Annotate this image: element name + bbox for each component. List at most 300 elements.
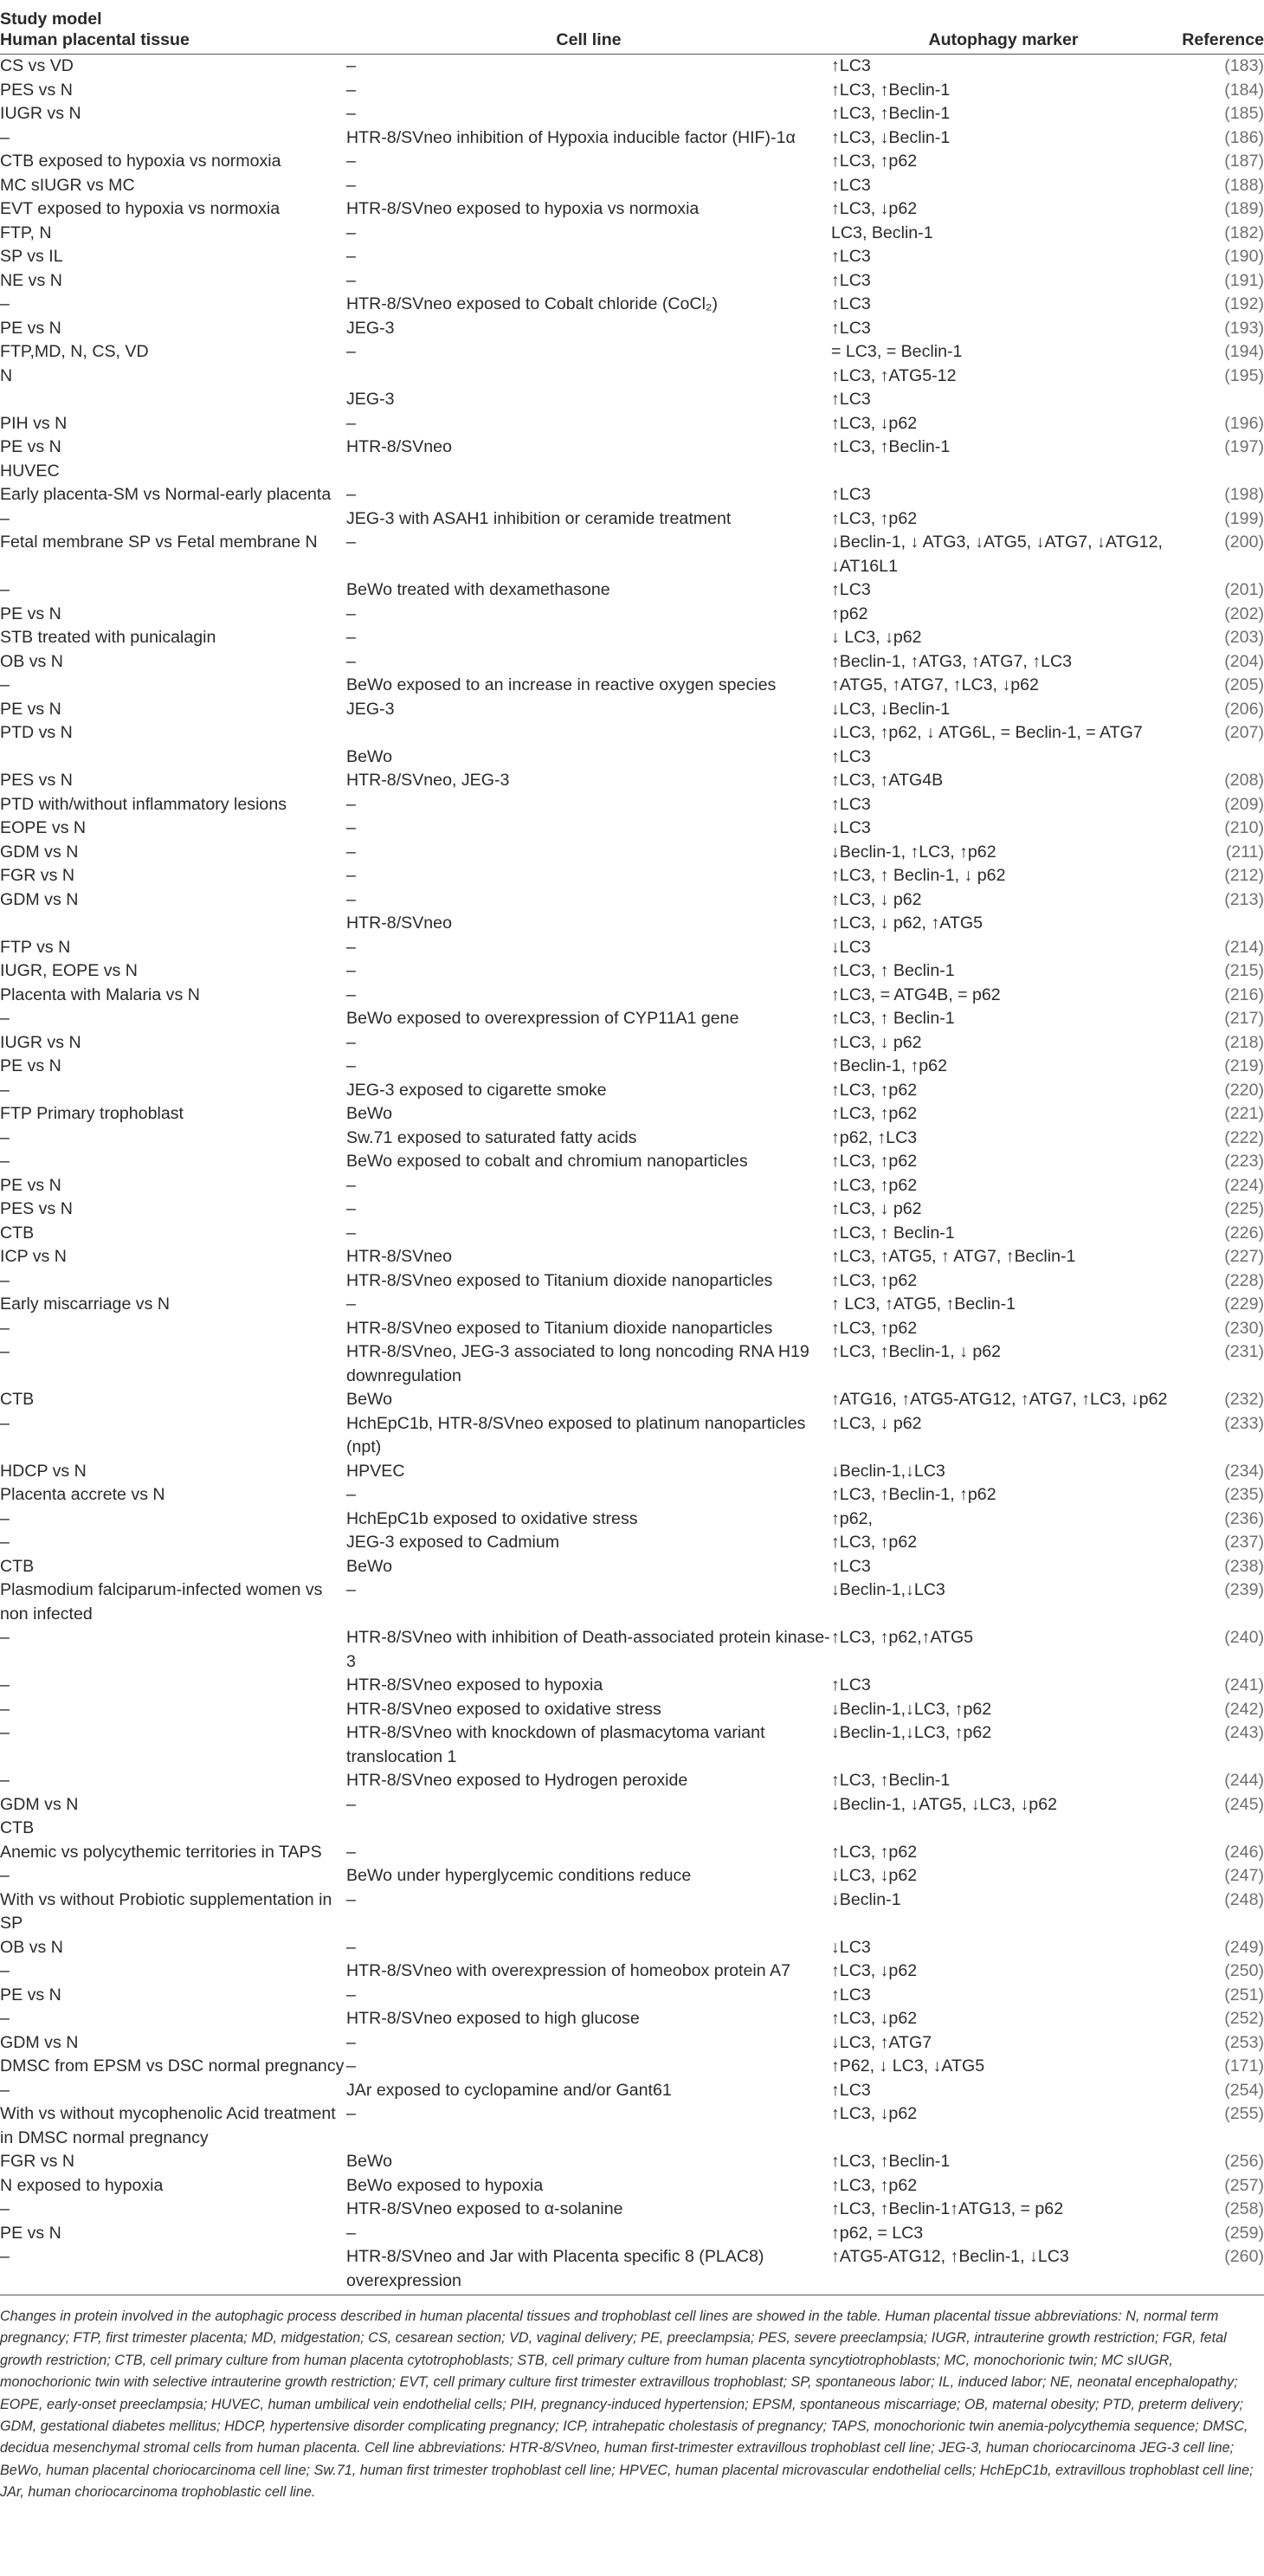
table-row bbox=[0, 1269, 1264, 1294]
table-row bbox=[0, 1007, 1264, 1031]
cell-line: – bbox=[346, 223, 356, 242]
cell-reference: (206) bbox=[1224, 699, 1264, 719]
table-row bbox=[0, 1079, 1264, 1103]
cell-tissue: PE vs N bbox=[0, 699, 61, 719]
cell-tissue: – bbox=[0, 1508, 10, 1528]
cell-reference: (196) bbox=[1224, 413, 1264, 433]
cell-reference: (216) bbox=[1224, 985, 1264, 1004]
cell-line bbox=[346, 1817, 831, 1841]
table-row bbox=[0, 936, 1264, 960]
cell-tissue: Early placenta-SM vs Normal-early placenta bbox=[0, 485, 332, 504]
table-row bbox=[0, 1817, 1264, 1841]
cell-tissue: With vs without Probiotic supplementation in SP bbox=[0, 1889, 332, 1933]
cell-reference: (256) bbox=[1224, 2152, 1264, 2171]
header-reference: Reference bbox=[1176, 0, 1264, 55]
table-row bbox=[0, 2198, 1264, 2222]
table-row bbox=[0, 2007, 1264, 2031]
cell-line: HTR-8/SVneo bbox=[346, 914, 452, 933]
table-row bbox=[0, 1055, 1264, 1079]
cell-marker: ↑LC3 bbox=[831, 318, 871, 338]
cell-marker: ↓ LC3, ↓p62 bbox=[831, 628, 922, 647]
cell-tissue: IUGR vs N bbox=[0, 104, 81, 123]
cell-reference: (192) bbox=[1224, 294, 1264, 313]
cell-line: BeWo exposed to overexpression of CYP11A1 gene bbox=[346, 1009, 739, 1028]
cell-tissue: Fetal membrane SP vs Fetal membrane N bbox=[0, 533, 318, 552]
cell-reference: (233) bbox=[1224, 1413, 1264, 1433]
cell-tissue: – bbox=[0, 1152, 10, 1171]
cell-line: HTR-8/SVneo with overexpression of homeobox protein A7 bbox=[346, 1961, 790, 1980]
cell-reference: (188) bbox=[1224, 175, 1264, 195]
cell-line: – bbox=[346, 866, 356, 885]
cell-reference: (212) bbox=[1224, 866, 1264, 885]
cell-tissue: FGR vs N bbox=[0, 866, 74, 885]
cell-marker: ↓Beclin-1,↓LC3, ↑p62 bbox=[831, 1723, 992, 1742]
cell-marker bbox=[831, 460, 1176, 484]
cell-line: HTR-8/SVneo exposed to hypoxia bbox=[346, 1675, 603, 1695]
cell-marker: ↑LC3, ↑ Beclin-1, ↓ p62 bbox=[831, 866, 1006, 885]
table-footnote: Changes in protein involved in the autophagic process described in human placental tissues and trophoblast cell lines are showed in the table. Human placental tissue abbreviations: N, normal term pregnancy; FTP, first trimester placenta; MD, midgestation; CS, cesarean section; VD, vaginal delivery; PE, preeclampsia; PES, severe preeclampsia; IUGR, intrauterine growth restriction; FGR, fetal growth restriction; CTB, cell primary culture from human placenta cytotrophoblasts; STB, cell primary culture from human placenta syncytiotrophoblasts; MC, monochorionic twin; MC sIUGR, monochorionic twin with selective intrauterine growth restriction; EVT, cell primary culture first trimester extravillous trophoblast; SP, spontaneous labor; IL, induced labor; NE, neonatal encephalopathy; EOPE, early-onset preeclampsia; HUVEC, human umbilical vein endothelial cells; PIH, pregnancy-induced hypertension; EPSM, spontaneous miscarriage; OB, maternal obesity; PTD, preterm delivery; GDM, gestational diabetes mellitus; HDCP, hypertensive disorder complicating pregnancy; ICP, intrahepatic cholestasis of pregnancy; TAPS, monochorionic twin anemia-polycythemia sequence; DMSC, decidua mesenchymal stromal cells from human placenta. Cell line abbreviations: HTR-8/SVneo, human first-trimester extravillous trophoblast cell line; JEG-3, human choriocarcinoma JEG-3 cell line; BeWo, human placental choriocarcinoma cell line; Sw.71, human first trimester trophoblast cell line; HPVEC, human placental microvascular endothelial cells; HchEpC1b, extravillous trophoblast cell line; JAr, human choriocarcinoma trophoblastic cell line. bbox=[0, 2308, 1254, 2501]
cell-line: HTR-8/SVneo exposed to hypoxia vs normoxia bbox=[346, 199, 700, 218]
cell-reference: (193) bbox=[1224, 318, 1264, 338]
table-row bbox=[0, 293, 1264, 317]
cell-tissue: Plasmodium falciparum-infected women vs non infected bbox=[0, 1580, 323, 1624]
cell-reference bbox=[1176, 1817, 1264, 1841]
cell-reference: (236) bbox=[1224, 1508, 1264, 1528]
cell-marker: ↑LC3, ↑Beclin-1 bbox=[831, 437, 951, 456]
cell-marker: ↑p62, bbox=[831, 1508, 873, 1528]
cell-reference: (232) bbox=[1224, 1390, 1264, 1409]
cell-marker: ↑LC3, ↑Beclin-1, ↑p62 bbox=[831, 1485, 996, 1504]
cell-line: – bbox=[346, 270, 356, 290]
cell-tissue: N exposed to hypoxia bbox=[0, 2175, 164, 2195]
cell-line: – bbox=[346, 1032, 356, 1052]
cell-tissue: FTP, N bbox=[0, 223, 52, 242]
cell-reference: (244) bbox=[1224, 1771, 1264, 1790]
cell-marker: ↑LC3, ↓ p62 bbox=[831, 889, 922, 909]
cell-line: BeWo exposed to an increase in reactive oxygen species bbox=[346, 675, 777, 694]
cell-line: – bbox=[346, 961, 356, 980]
cell-line: HchEpC1b, HTR-8/SVneo exposed to platinum nanoparticles (npt) bbox=[346, 1413, 806, 1456]
cell-line: HTR-8/SVneo exposed to Titanium dioxide nanoparticles bbox=[346, 1270, 773, 1290]
table-row bbox=[0, 746, 1264, 770]
cell-reference: (211) bbox=[1225, 842, 1264, 862]
table-row bbox=[0, 507, 1264, 532]
cell-marker: ↓LC3, ↑p62, ↓ ATG6L, = Beclin-1, = ATG7 bbox=[831, 723, 1143, 742]
cell-tissue: DMSC from EPSM vs DSC normal pregnancy bbox=[0, 2056, 345, 2076]
cell-marker: ↑LC3 bbox=[831, 294, 871, 313]
table-row bbox=[0, 864, 1264, 888]
table-row bbox=[0, 888, 1264, 913]
cell-marker: ↑LC3, ↑p62,↑ATG5 bbox=[831, 1628, 974, 1647]
cell-tissue: HUVEC bbox=[0, 461, 60, 481]
cell-reference: (242) bbox=[1224, 1699, 1264, 1719]
cell-line: – bbox=[346, 56, 356, 75]
cell-marker: ↑LC3 bbox=[831, 56, 871, 75]
cell-line: – bbox=[346, 889, 356, 909]
cell-marker: ↑LC3 bbox=[831, 1556, 871, 1576]
cell-tissue: CS vs VD bbox=[0, 56, 74, 75]
cell-line: – bbox=[346, 2104, 356, 2123]
cell-line: – bbox=[346, 2223, 356, 2243]
cell-line: – bbox=[346, 1937, 356, 1957]
cell-tissue: – bbox=[0, 1628, 10, 1647]
cell-reference: (199) bbox=[1224, 508, 1264, 528]
table-row bbox=[0, 1293, 1264, 1317]
table-row bbox=[0, 388, 1264, 412]
cell-reference: (225) bbox=[1224, 1199, 1264, 1218]
cell-tissue: OB vs N bbox=[0, 1937, 63, 1957]
table-row bbox=[0, 1102, 1264, 1127]
cell-marker: ↑LC3, ↑Beclin-1 bbox=[831, 1771, 951, 1790]
table-row bbox=[0, 2055, 1264, 2079]
cell-line: – bbox=[346, 628, 356, 647]
cell-reference: (223) bbox=[1224, 1152, 1264, 1171]
cell-marker: ↓Beclin-1,↓LC3 bbox=[831, 1580, 945, 1599]
table-row bbox=[0, 1150, 1264, 1174]
cell-marker: ↑LC3, ↓Beclin-1 bbox=[831, 127, 951, 147]
cell-line: HTR-8/SVneo exposed to Hydrogen peroxide bbox=[346, 1771, 688, 1790]
cell-reference: (217) bbox=[1224, 1009, 1264, 1028]
cell-reference: (220) bbox=[1224, 1080, 1264, 1100]
cell-marker: ↑LC3 bbox=[831, 390, 871, 409]
header-group-label: Study model bbox=[0, 10, 102, 29]
cell-marker: ↓LC3 bbox=[831, 818, 871, 837]
table-row bbox=[0, 769, 1264, 793]
cell-reference: (219) bbox=[1224, 1056, 1264, 1075]
cell-marker: ↑LC3, ↓p62 bbox=[831, 2009, 918, 2028]
cell-tissue: PE vs N bbox=[0, 1985, 61, 2005]
cell-line: – bbox=[346, 1294, 356, 1314]
cell-marker: ↓LC3 bbox=[831, 937, 871, 957]
cell-marker: ↑ATG16, ↑ATG5-ATG12, ↑ATG7, ↑LC3, ↓p62 bbox=[831, 1390, 1168, 1409]
table-row bbox=[0, 1388, 1264, 1412]
cell-tissue: – bbox=[0, 2009, 10, 2028]
table-row bbox=[0, 841, 1264, 865]
cell-line: – bbox=[346, 80, 356, 100]
cell-line: – bbox=[346, 2032, 356, 2052]
cell-tissue: – bbox=[0, 1318, 10, 1338]
table-row bbox=[0, 1483, 1264, 1508]
cell-line: BeWo under hyperglycemic conditions reduce bbox=[346, 1866, 692, 1885]
cell-tissue: – bbox=[0, 1342, 10, 1361]
cell-line: JAr exposed to cyclopamine and/or Gant61 bbox=[346, 2080, 672, 2100]
cell-line: HTR-8/SVneo exposed to high glucose bbox=[346, 2009, 640, 2028]
cell-reference: (195) bbox=[1224, 365, 1264, 385]
cell-reference: (250) bbox=[1224, 1961, 1264, 1980]
cell-reference: (241) bbox=[1224, 1675, 1264, 1695]
cell-marker: ↑LC3, ↓p62 bbox=[831, 2104, 918, 2123]
cell-marker: ↑LC3, ↑ATG5-12 bbox=[831, 365, 957, 385]
cell-reference: (205) bbox=[1224, 675, 1264, 694]
table-row bbox=[0, 626, 1264, 650]
cell-line: HTR-8/SVneo, JEG-3 bbox=[346, 771, 510, 790]
cell-line: BeWo bbox=[346, 2152, 393, 2171]
cell-marker: ↑ATG5-ATG12, ↑Beclin-1, ↓LC3 bbox=[831, 2247, 1069, 2266]
cell-tissue: PIH vs N bbox=[0, 413, 68, 433]
cell-marker: ↑LC3, ↑Beclin-1 bbox=[831, 80, 951, 100]
cell-line: JEG-3 bbox=[346, 699, 395, 719]
cell-tissue: PES vs N bbox=[0, 1199, 73, 1218]
cell-tissue: NE vs N bbox=[0, 270, 62, 290]
table-row bbox=[0, 2031, 1264, 2056]
cell-line: JEG-3 with ASAH1 inhibition or ceramide treatment bbox=[346, 508, 732, 528]
cell-tissue: – bbox=[0, 1699, 10, 1719]
cell-line: – bbox=[346, 342, 356, 361]
cell-reference: (218) bbox=[1224, 1032, 1264, 1052]
cell-tissue: PE vs N bbox=[0, 318, 61, 338]
cell-marker: ↑LC3, ↑p62 bbox=[831, 508, 918, 528]
cell-line: – bbox=[346, 413, 356, 433]
cell-tissue: FGR vs N bbox=[0, 2152, 74, 2171]
cell-marker: ↑LC3, ↑p62 bbox=[831, 152, 918, 171]
cell-line: – bbox=[346, 1985, 356, 2005]
cell-line: BeWo exposed to hypoxia bbox=[346, 2175, 544, 2195]
cell-marker: = LC3, = Beclin-1 bbox=[831, 342, 963, 361]
cell-line: JEG-3 bbox=[346, 390, 395, 409]
cell-tissue: – bbox=[0, 1127, 10, 1147]
table-row bbox=[0, 1531, 1264, 1555]
cell-line bbox=[346, 721, 831, 746]
cell-reference: (254) bbox=[1224, 2080, 1264, 2100]
cell-reference bbox=[1176, 746, 1264, 770]
table-row bbox=[0, 578, 1264, 603]
cell-marker: ↑LC3, ↓ p62 bbox=[831, 1032, 922, 1052]
cell-reference bbox=[1176, 388, 1264, 412]
cell-tissue: IUGR, EOPE vs N bbox=[0, 961, 138, 980]
cell-reference: (183) bbox=[1224, 56, 1264, 75]
cell-tissue: GDM vs N bbox=[0, 889, 79, 909]
cell-reference: (221) bbox=[1224, 1104, 1264, 1123]
cell-marker: ↑LC3 bbox=[831, 1675, 871, 1695]
cell-marker: ↑LC3, ↑p62 bbox=[831, 1175, 918, 1195]
cell-marker: ↓LC3, ↓p62 bbox=[831, 1866, 918, 1885]
cell-line: HTR-8/SVneo bbox=[346, 1247, 452, 1266]
cell-reference: (182) bbox=[1224, 223, 1264, 242]
cell-marker: ↑LC3, ↑ Beclin-1 bbox=[831, 1009, 955, 1028]
cell-tissue: CTB bbox=[0, 1223, 35, 1243]
table-row bbox=[0, 1460, 1264, 1484]
cell-tissue: – bbox=[0, 1961, 10, 1980]
cell-marker: ↑LC3, ↑p62 bbox=[831, 1152, 918, 1171]
table-row bbox=[0, 1841, 1264, 1865]
cell-line: – bbox=[346, 1842, 356, 1862]
table-row bbox=[0, 1674, 1264, 1698]
table-row bbox=[0, 1864, 1264, 1888]
cell-marker: ↑LC3, ↑p62 bbox=[831, 1533, 918, 1552]
cell-line: HTR-8/SVneo inhibition of Hypoxia inducible factor (HIF)-1α bbox=[346, 127, 796, 147]
header-autophagy-marker: Autophagy marker bbox=[831, 0, 1176, 55]
table-row bbox=[0, 126, 1264, 151]
cell-tissue: MC sIUGR vs MC bbox=[0, 175, 135, 195]
cell-line: – bbox=[346, 1223, 356, 1243]
table-row bbox=[0, 483, 1264, 507]
cell-line: BeWo bbox=[346, 1390, 393, 1409]
cell-marker: ↑LC3 bbox=[831, 580, 871, 599]
cell-tissue: PTD vs N bbox=[0, 723, 73, 742]
cell-reference: (257) bbox=[1224, 2175, 1264, 2195]
cell-reference: (245) bbox=[1224, 1794, 1264, 1814]
header-cell-line: Cell line bbox=[346, 0, 831, 55]
cell-line: HTR-8/SVneo exposed to oxidative stress bbox=[346, 1699, 661, 1719]
table-row bbox=[0, 1555, 1264, 1579]
cell-reference: (258) bbox=[1224, 2199, 1264, 2218]
cell-reference: (253) bbox=[1224, 2032, 1264, 2052]
table-row bbox=[0, 2222, 1264, 2246]
cell-reference: (171) bbox=[1224, 2056, 1264, 2076]
cell-marker: ↑LC3, ↑Beclin-1↑ATG13, = p62 bbox=[831, 2199, 1064, 2218]
cell-marker: ↓Beclin-1,↓LC3 bbox=[831, 1461, 945, 1481]
cell-line: HTR-8/SVneo exposed to Cobalt chloride (CoCl₂) bbox=[346, 294, 719, 313]
cell-marker: ↑p62, = LC3 bbox=[831, 2223, 924, 2243]
cell-reference: (202) bbox=[1224, 604, 1264, 623]
cell-tissue: – bbox=[0, 2080, 10, 2100]
table-row bbox=[0, 102, 1264, 126]
cell-line: – bbox=[346, 818, 356, 837]
cell-marker bbox=[831, 1817, 1176, 1841]
cell-reference: (214) bbox=[1224, 937, 1264, 957]
table-row bbox=[0, 197, 1264, 222]
cell-marker: ↑LC3, ↑p62 bbox=[831, 1270, 918, 1290]
table-row bbox=[0, 436, 1264, 460]
cell-tissue: IUGR vs N bbox=[0, 1032, 81, 1052]
cell-line: – bbox=[346, 533, 356, 552]
cell-reference: (238) bbox=[1224, 1556, 1264, 1576]
cell-reference: (194) bbox=[1224, 342, 1264, 361]
cell-tissue: – bbox=[0, 2247, 10, 2266]
cell-reference: (184) bbox=[1224, 80, 1264, 100]
cell-tissue: N bbox=[0, 365, 13, 385]
cell-line: HPVEC bbox=[346, 1461, 405, 1481]
cell-tissue: – bbox=[0, 1723, 10, 1742]
cell-tissue: – bbox=[0, 1866, 10, 1885]
cell-marker: ↑LC3, ↑Beclin-1, ↓ p62 bbox=[831, 1342, 1002, 1361]
cell-line: HTR-8/SVneo bbox=[346, 437, 452, 456]
cell-marker: ↑LC3, ↑p62 bbox=[831, 1104, 918, 1123]
table-row bbox=[0, 721, 1264, 746]
table-row bbox=[0, 55, 1264, 79]
table-row bbox=[0, 1174, 1264, 1198]
cell-marker: ↓Beclin-1 bbox=[831, 1889, 901, 1909]
table-row bbox=[0, 460, 1264, 484]
cell-tissue: Anemic vs polycythemic territories in TAPS bbox=[0, 1842, 322, 1862]
table-row bbox=[0, 412, 1264, 436]
cell-reference: (248) bbox=[1224, 1889, 1264, 1909]
cell-marker: ↑p62, ↑LC3 bbox=[831, 1127, 918, 1147]
cell-marker: ↑LC3, ↓p62 bbox=[831, 199, 918, 218]
cell-line: JEG-3 exposed to Cadmium bbox=[346, 1533, 560, 1552]
cell-marker: ↑LC3, ↑ATG4B bbox=[831, 771, 944, 790]
cell-tissue: – bbox=[0, 1675, 10, 1695]
cell-reference: (198) bbox=[1224, 485, 1264, 504]
cell-line: – bbox=[346, 104, 356, 123]
cell-reference: (227) bbox=[1224, 1247, 1264, 1266]
table-row bbox=[0, 2150, 1264, 2174]
cell-tissue: – bbox=[0, 1413, 10, 1433]
cell-tissue: PE vs N bbox=[0, 1175, 61, 1195]
table-row bbox=[0, 1698, 1264, 1722]
cell-reference: (209) bbox=[1224, 794, 1264, 814]
cell-line: – bbox=[346, 1889, 356, 1909]
cell-reference: (235) bbox=[1224, 1485, 1264, 1504]
table-header-row bbox=[0, 0, 1264, 55]
cell-tissue: CTB bbox=[0, 1390, 35, 1409]
cell-tissue: HDCP vs N bbox=[0, 1461, 87, 1481]
cell-reference: (234) bbox=[1224, 1461, 1264, 1481]
table-row bbox=[0, 1340, 1264, 1388]
cell-tissue: Placenta with Malaria vs N bbox=[0, 985, 200, 1004]
cell-marker: ↑LC3, ↑ Beclin-1 bbox=[831, 1223, 955, 1243]
cell-reference: (240) bbox=[1224, 1628, 1264, 1647]
cell-tissue: SP vs IL bbox=[0, 247, 63, 266]
table-row bbox=[0, 1626, 1264, 1674]
cell-reference: (201) bbox=[1224, 580, 1264, 599]
table-row bbox=[0, 2079, 1264, 2103]
cell-tissue: EOPE vs N bbox=[0, 818, 87, 837]
table-row bbox=[0, 245, 1264, 269]
cell-marker: ↑LC3 bbox=[831, 485, 871, 504]
cell-reference: (252) bbox=[1224, 2009, 1264, 2028]
cell-marker: ↑LC3, = ATG4B, = p62 bbox=[831, 985, 1001, 1004]
cell-line: HTR-8/SVneo with inhibition of Death-associated protein kinase-3 bbox=[346, 1628, 830, 1671]
cell-marker: ↑LC3, ↓ p62 bbox=[831, 1413, 922, 1433]
cell-line: – bbox=[346, 1580, 356, 1599]
cell-marker: ↑p62 bbox=[831, 604, 868, 623]
table-row bbox=[0, 2245, 1264, 2295]
cell-line: – bbox=[346, 794, 356, 814]
cell-marker: ↓Beclin-1,↓LC3, ↑p62 bbox=[831, 1699, 992, 1719]
cell-marker: ↓LC3 bbox=[831, 1937, 871, 1957]
cell-line: – bbox=[346, 175, 356, 195]
cell-reference: (207) bbox=[1224, 723, 1264, 742]
cell-line: JEG-3 bbox=[346, 318, 395, 338]
cell-tissue: OB vs N bbox=[0, 651, 63, 671]
cell-reference: (215) bbox=[1224, 961, 1264, 980]
table-row bbox=[0, 2174, 1264, 2198]
table-row bbox=[0, 365, 1264, 389]
table-row bbox=[0, 2102, 1264, 2150]
cell-line bbox=[346, 365, 831, 389]
cell-marker: ↑LC3, ↑p62 bbox=[831, 1842, 918, 1862]
cell-line: – bbox=[346, 1056, 356, 1075]
cell-line: – bbox=[346, 1485, 356, 1504]
cell-tissue: STB treated with punicalagin bbox=[0, 628, 216, 647]
cell-tissue: PES vs N bbox=[0, 80, 73, 100]
cell-tissue bbox=[0, 912, 346, 936]
cell-reference: (239) bbox=[1224, 1580, 1264, 1599]
cell-reference bbox=[1176, 912, 1264, 936]
cell-marker: ↑ LC3, ↑ATG5, ↑Beclin-1 bbox=[831, 1294, 1016, 1314]
table-row bbox=[0, 1959, 1264, 1984]
cell-tissue: – bbox=[0, 1080, 10, 1100]
cell-line: – bbox=[346, 2056, 356, 2076]
cell-tissue: PE vs N bbox=[0, 437, 61, 456]
cell-marker: ↑P62, ↓ LC3, ↓ATG5 bbox=[831, 2056, 985, 2076]
cell-marker: ↓Beclin-1, ↑LC3, ↑p62 bbox=[831, 842, 996, 862]
cell-reference: (197) bbox=[1224, 437, 1264, 456]
cell-tissue: EVT exposed to hypoxia vs normoxia bbox=[0, 199, 281, 218]
cell-line: HTR-8/SVneo exposed to α-solanine bbox=[346, 2199, 623, 2218]
cell-tissue bbox=[0, 746, 346, 770]
cell-reference: (222) bbox=[1224, 1127, 1264, 1147]
cell-line: – bbox=[346, 651, 356, 671]
cell-tissue: – bbox=[0, 1533, 10, 1552]
table-row bbox=[0, 222, 1264, 246]
cell-line: HchEpC1b exposed to oxidative stress bbox=[346, 1508, 638, 1528]
table-row bbox=[0, 1579, 1264, 1626]
cell-line: – bbox=[346, 1199, 356, 1218]
table-row bbox=[0, 793, 1264, 817]
cell-marker: ↑ATG5, ↑ATG7, ↑LC3, ↓p62 bbox=[831, 675, 1039, 694]
